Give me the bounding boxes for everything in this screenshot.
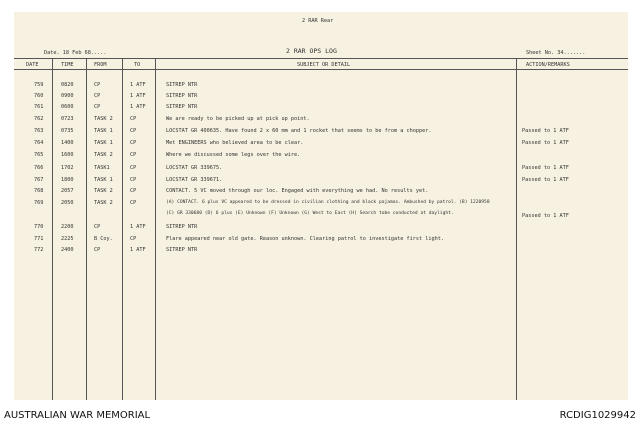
row-serial: 765 bbox=[34, 152, 44, 158]
row-from: B Coy. bbox=[94, 236, 113, 242]
row-to: 1 ATF bbox=[130, 93, 146, 99]
row-serial: 762 bbox=[34, 116, 44, 122]
row-action: Passed to 1 ATF bbox=[522, 165, 569, 171]
row-from: CP bbox=[94, 247, 101, 253]
page-title: 2 RAR OPS LOG bbox=[286, 47, 337, 55]
archive-credit: AUSTRALIAN WAR MEMORIAL bbox=[4, 410, 151, 421]
row-to: CP bbox=[130, 116, 137, 122]
col-rule-5 bbox=[516, 58, 517, 400]
row-detail: SITREP NTR bbox=[166, 82, 198, 88]
row-time: 0600 bbox=[61, 104, 74, 110]
row-serial: 766 bbox=[34, 165, 44, 171]
row-time: 2400 bbox=[61, 247, 74, 253]
row-from: TASK 2 bbox=[94, 200, 113, 206]
row-from: TASK 2 bbox=[94, 152, 113, 158]
row-time: 1400 bbox=[61, 140, 74, 146]
column-header-to: TO bbox=[134, 62, 141, 68]
row-from: TASK 2 bbox=[94, 116, 113, 122]
row-time: 1702 bbox=[61, 165, 74, 171]
row-to: 1 ATF bbox=[130, 82, 146, 88]
row-from: CP bbox=[94, 104, 101, 110]
row-action: Passed to 1 ATF bbox=[522, 140, 569, 146]
row-from: CP bbox=[94, 93, 101, 99]
header-top-rule bbox=[14, 58, 628, 59]
row-serial: 764 bbox=[34, 140, 44, 146]
row-detail: SITREP NTR bbox=[166, 104, 198, 110]
row-serial: 759 bbox=[34, 82, 44, 88]
sheet-label: Sheet No. 34....... bbox=[526, 50, 586, 56]
column-header-time: TIME bbox=[61, 62, 74, 68]
row-serial: 772 bbox=[34, 247, 44, 253]
row-time: 1600 bbox=[61, 152, 74, 158]
row-time: 1800 bbox=[61, 177, 74, 183]
row-action: Passed to 1 ATF bbox=[522, 213, 569, 219]
col-rule-3 bbox=[122, 58, 123, 400]
col-rule-4 bbox=[155, 58, 156, 400]
row-detail: LOCSTAT GR 339671. bbox=[166, 177, 223, 183]
document-id: RCDIG1029942 bbox=[559, 410, 636, 421]
row-serial: 771 bbox=[34, 236, 44, 242]
row-serial: 761 bbox=[34, 104, 44, 110]
row-detail: LOCSTAT GR 339675. bbox=[166, 165, 223, 171]
row-from: TASK 1 bbox=[94, 140, 113, 146]
row-serial: 768 bbox=[34, 188, 44, 194]
row-time: 0820 bbox=[61, 82, 74, 88]
row-to: CP bbox=[130, 128, 137, 134]
row-to: CP bbox=[130, 140, 137, 146]
column-header-action: ACTION/REMARKS bbox=[526, 62, 570, 68]
row-to: 1 ATF bbox=[130, 224, 146, 230]
row-to: CP bbox=[130, 177, 137, 183]
row-serial: 763 bbox=[34, 128, 44, 134]
header-bottom-rule bbox=[14, 69, 628, 70]
row-from: CP bbox=[94, 224, 101, 230]
col-rule-2 bbox=[86, 58, 87, 400]
row-from: CP bbox=[94, 82, 101, 88]
log-sheet bbox=[14, 12, 628, 400]
row-time: 2050 bbox=[61, 200, 74, 206]
row-from: TASK1 bbox=[94, 165, 110, 171]
row-serial: 769 bbox=[34, 200, 44, 206]
column-header-date: DATE bbox=[26, 62, 39, 68]
date-label: Date. 18 Feb 68..... bbox=[44, 50, 107, 56]
column-header-from: FROM bbox=[94, 62, 107, 68]
row-action: Passed to 1 ATF bbox=[522, 177, 569, 183]
row-from: TASK 1 bbox=[94, 128, 113, 134]
row-serial: 760 bbox=[34, 93, 44, 99]
row-detail: SITREP NTR bbox=[166, 224, 198, 230]
row-to: CP bbox=[130, 165, 137, 171]
row-to: CP bbox=[130, 152, 137, 158]
row-to: 1 ATF bbox=[130, 104, 146, 110]
row-time: 0723 bbox=[61, 116, 74, 122]
row-detail: We are ready to be picked up at pick up point. bbox=[166, 116, 310, 122]
row-detail: (C) GR 330680 (D) 6 plus (E) Unknown (F) Unknown (G) West to East (H) Search tobe conducted at daylight. bbox=[166, 211, 454, 216]
row-to: 1 ATF bbox=[130, 247, 146, 253]
row-time: 2057 bbox=[61, 188, 74, 194]
row-to: CP bbox=[130, 236, 137, 242]
row-time: 0735 bbox=[61, 128, 74, 134]
unit-label: 2 RAR Rear bbox=[302, 18, 334, 24]
row-detail: CONTACT. 5 VC moved through our loc. Engaged with everything we had. No results yet. bbox=[166, 188, 429, 194]
column-header-subject: SUBJECT OR DETAIL bbox=[297, 62, 351, 68]
row-time: 2200 bbox=[61, 224, 74, 230]
row-serial: 770 bbox=[34, 224, 44, 230]
row-detail: Where we discussed some legs over the wire. bbox=[166, 152, 301, 158]
row-to: CP bbox=[130, 188, 137, 194]
row-detail: Flare appeared near old gate. Reason unknown. Clearing patrol to investigate first light. bbox=[166, 236, 444, 242]
row-detail: SITREP NTR bbox=[166, 93, 198, 99]
row-serial: 767 bbox=[34, 177, 44, 183]
row-detail: Met ENGINEERS who believed area to be clear. bbox=[166, 140, 304, 146]
col-rule-1 bbox=[52, 58, 53, 400]
row-time: 0900 bbox=[61, 93, 74, 99]
row-from: TASK 2 bbox=[94, 188, 113, 194]
row-detail: (A) CONTACT. 6 plus VC appeared to be dressed in civilian clothing and black pajamas. Ambushed by patrol. (B) 1220958 bbox=[166, 200, 490, 205]
row-time: 2225 bbox=[61, 236, 74, 242]
row-detail: LOCSTAT GR 400635. Have found 2 x 60 mm and 1 rocket that seems to be from a chopper. bbox=[166, 128, 432, 134]
row-detail: SITREP NTR bbox=[166, 247, 198, 253]
row-to: CP bbox=[130, 200, 137, 206]
row-action: Passed to 1 ATF bbox=[522, 128, 569, 134]
row-from: TASK 1 bbox=[94, 177, 113, 183]
